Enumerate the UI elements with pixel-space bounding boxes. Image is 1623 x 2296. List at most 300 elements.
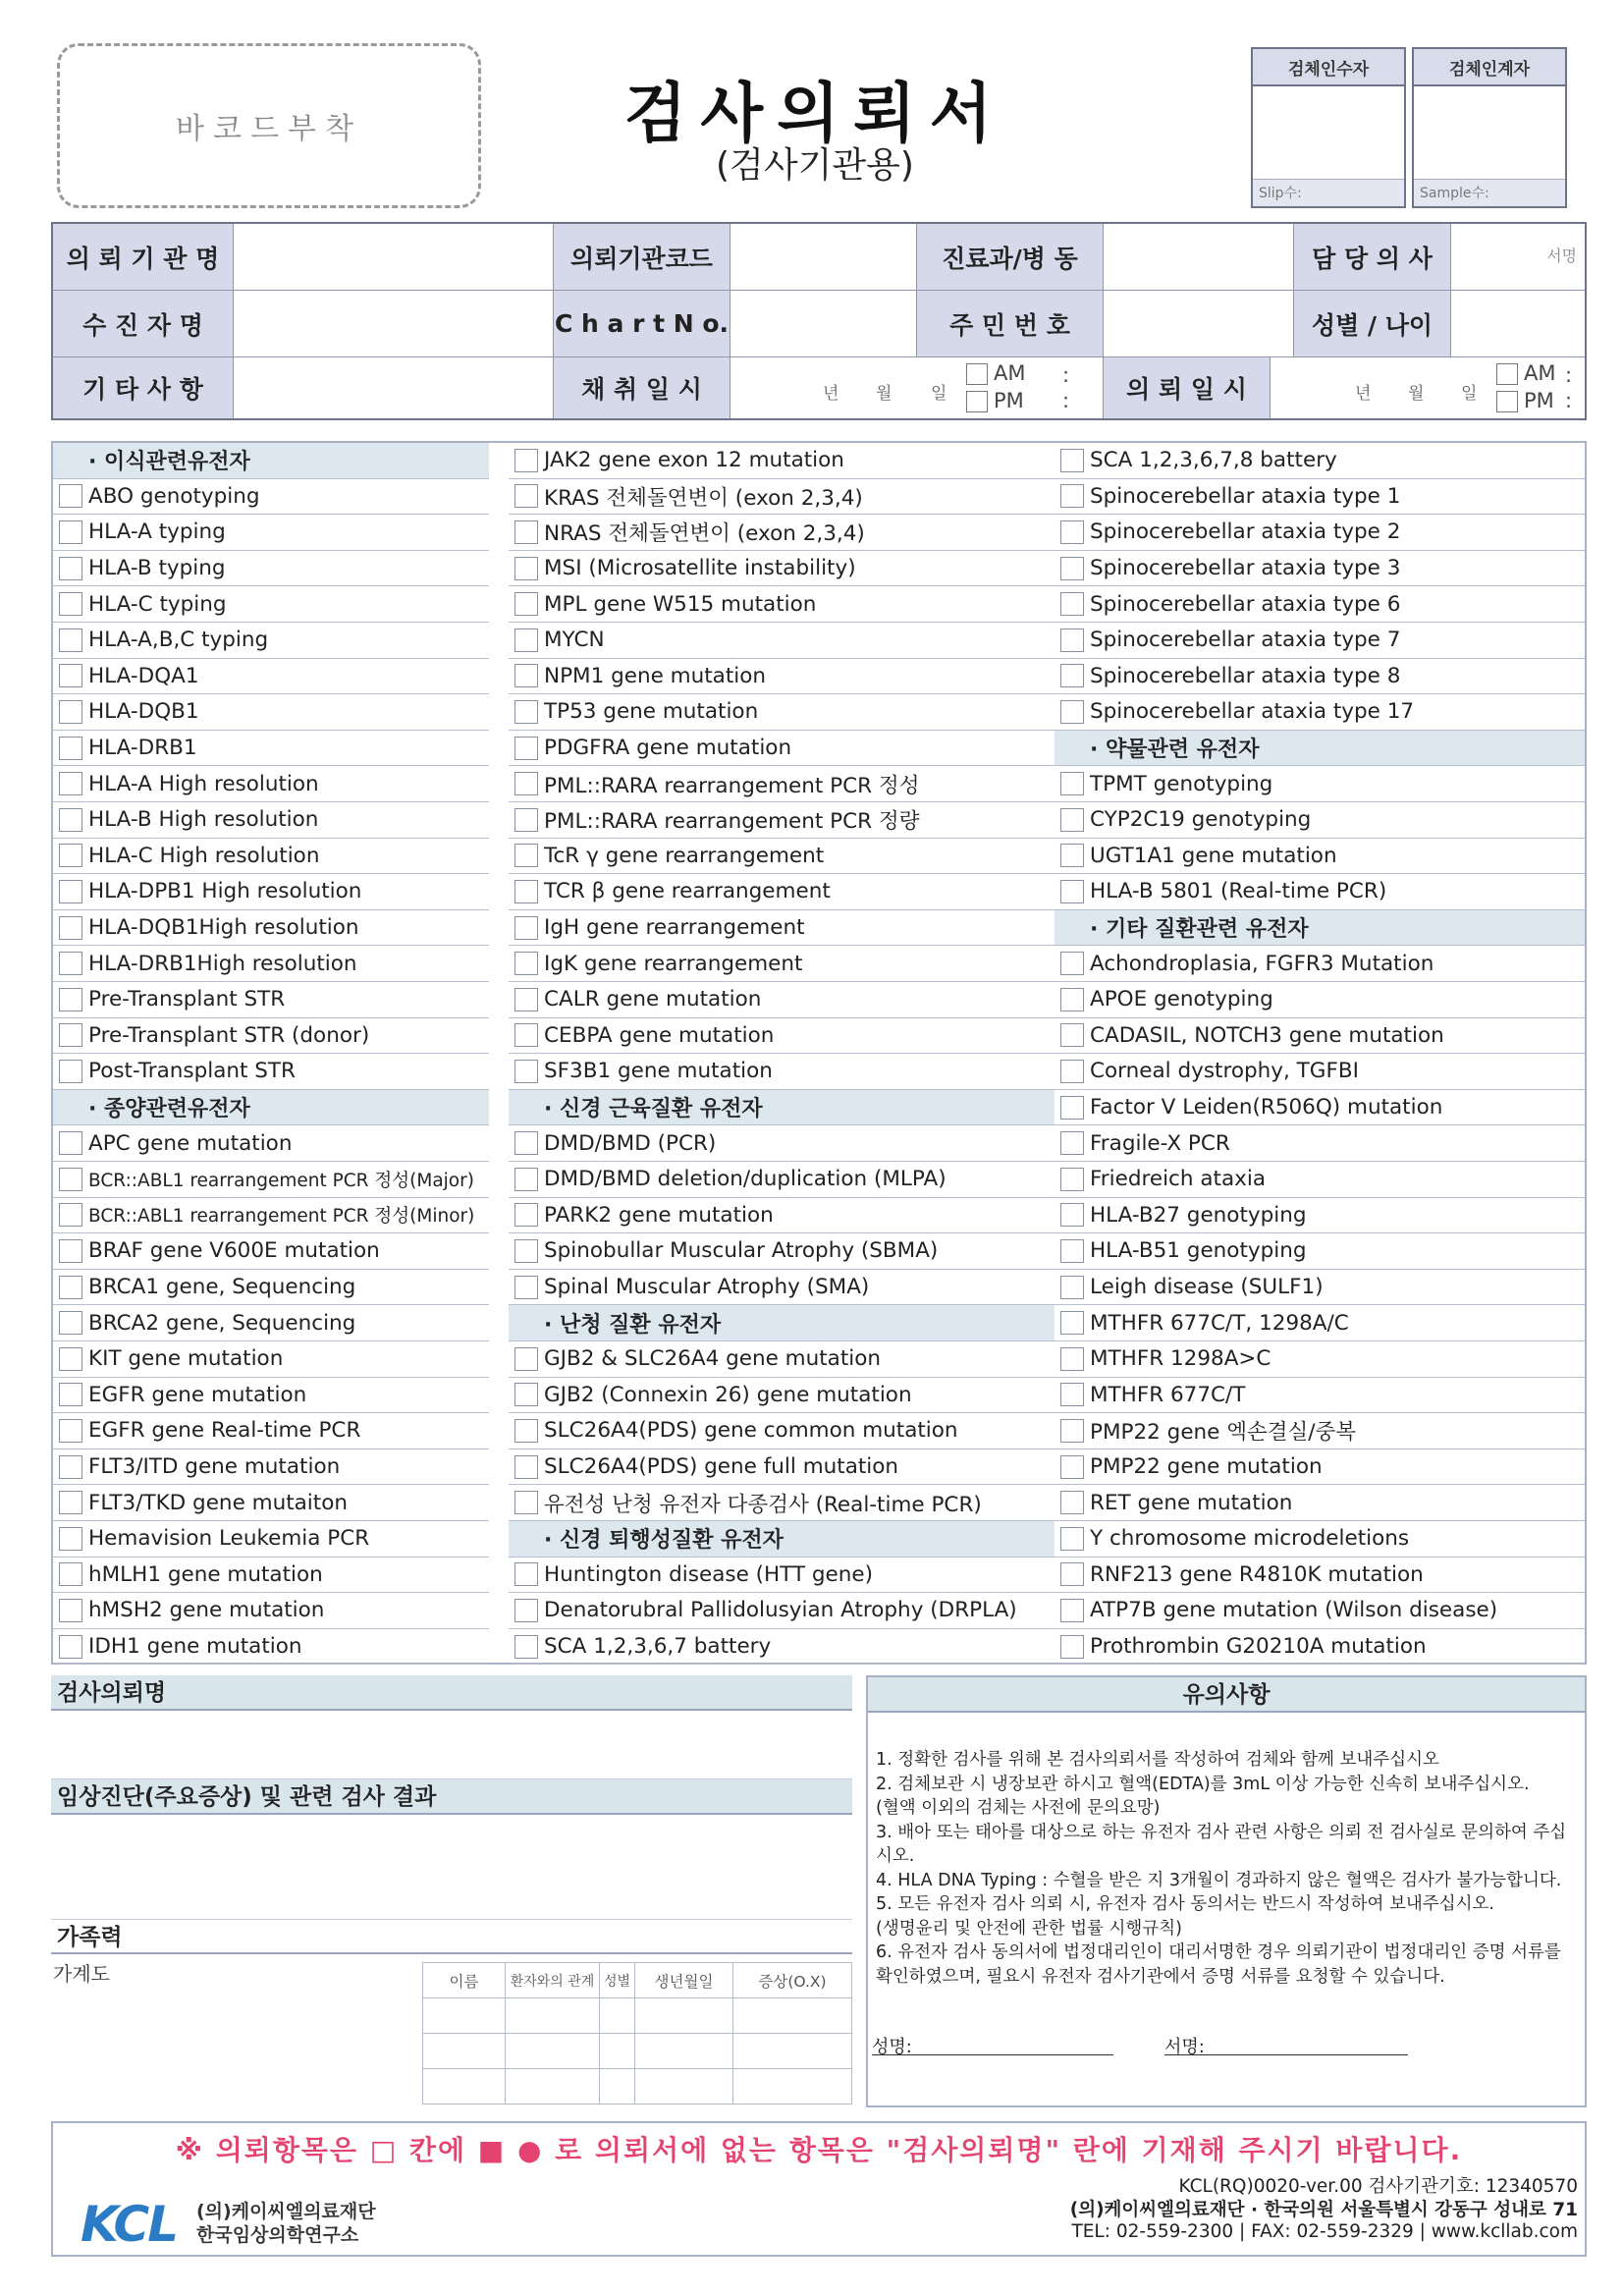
test-item[interactable] — [53, 1449, 489, 1486]
test-item[interactable] — [509, 766, 1055, 802]
test-item[interactable] — [1055, 1378, 1585, 1414]
test-label: Spinal Muscular Atrophy (SMA) — [544, 1275, 870, 1300]
request-details-panel — [51, 1675, 852, 2107]
collection-am-checkbox[interactable] — [966, 363, 988, 385]
test-item[interactable] — [53, 839, 489, 875]
test-label: NPM1 gene mutation — [544, 663, 767, 688]
test-item[interactable] — [53, 946, 489, 982]
test-item[interactable] — [509, 479, 1055, 516]
test-item[interactable] — [53, 1521, 489, 1558]
test-checkbox[interactable] — [59, 808, 82, 832]
test-item[interactable] — [53, 1593, 489, 1629]
test-checkbox[interactable] — [1060, 808, 1084, 832]
test-item[interactable] — [1055, 839, 1585, 875]
test-checkbox[interactable] — [1060, 1599, 1084, 1622]
test-item[interactable] — [53, 1233, 489, 1270]
test-checkbox[interactable] — [514, 1168, 538, 1191]
test-item[interactable] — [509, 1125, 1055, 1162]
fam-col-symptom: 증상(O.X) — [733, 1963, 852, 1998]
test-item[interactable] — [53, 1125, 489, 1162]
precautions-text — [868, 1713, 1585, 1989]
test-checkbox[interactable] — [1060, 988, 1084, 1011]
test-label: SLC26A4(PDS) gene full mutation — [544, 1454, 899, 1480]
test-checkbox[interactable] — [1060, 1239, 1084, 1263]
test-checkbox[interactable] — [59, 629, 82, 652]
test-item[interactable] — [1055, 1162, 1585, 1198]
test-checkbox[interactable] — [514, 1131, 538, 1155]
test-label: RET gene mutation — [1090, 1490, 1293, 1515]
test-item[interactable] — [53, 1054, 489, 1090]
chart-no-label: C h a r t N o. — [554, 291, 730, 357]
test-item[interactable] — [1055, 1485, 1585, 1521]
section-header — [509, 1521, 1055, 1558]
test-checkbox[interactable] — [59, 520, 82, 544]
test-item[interactable] — [1055, 1449, 1585, 1486]
test-item[interactable] — [509, 659, 1055, 695]
test-checkbox[interactable] — [514, 772, 538, 795]
test-checkbox[interactable] — [1060, 1491, 1084, 1514]
test-checkbox[interactable] — [59, 1060, 82, 1083]
resident-number-field[interactable] — [1104, 291, 1294, 357]
test-item[interactable] — [509, 586, 1055, 623]
test-checkbox[interactable] — [59, 952, 82, 975]
section-header — [1055, 910, 1585, 947]
test-item[interactable] — [509, 1270, 1055, 1306]
test-checkbox[interactable] — [514, 1383, 538, 1406]
pedigree-area[interactable] — [51, 1958, 422, 2107]
test-label: Y chromosome microdeletions — [1090, 1526, 1410, 1552]
test-checkbox[interactable] — [1060, 1347, 1084, 1371]
test-checkbox[interactable] — [1060, 1096, 1084, 1120]
test-item[interactable] — [1055, 1054, 1585, 1090]
test-item[interactable] — [1055, 766, 1585, 802]
test-checkbox[interactable] — [59, 592, 82, 616]
contact-info: TEL: 02-559-2300 | FAX: 02-559-2329 | www.kcllab.com — [1071, 2221, 1578, 2242]
test-request-name-field[interactable] — [51, 1711, 852, 1779]
test-item[interactable] — [1055, 586, 1585, 623]
precaution-line: (생명윤리 및 안전에 관한 법률 시행규칙) — [876, 1918, 1182, 1939]
test-checkbox[interactable] — [1060, 449, 1084, 472]
test-checkbox[interactable] — [1060, 1311, 1084, 1335]
test-checkbox[interactable] — [514, 1635, 538, 1659]
fam-col-relation: 환자와의 관계 — [506, 1963, 600, 1998]
test-checkbox[interactable] — [59, 1347, 82, 1371]
table-row[interactable] — [423, 1998, 852, 2034]
test-checkbox[interactable] — [514, 1203, 538, 1227]
fam-col-sex: 성별 — [600, 1963, 635, 1998]
test-checkbox[interactable] — [514, 592, 538, 616]
test-item[interactable] — [509, 1341, 1055, 1378]
year-label: 년 — [1355, 384, 1372, 404]
table-row[interactable] — [423, 2069, 852, 2105]
test-checkbox[interactable] — [1060, 1383, 1084, 1406]
test-item[interactable] — [1055, 1018, 1585, 1055]
test-checkbox[interactable] — [59, 916, 82, 940]
test-checkbox[interactable] — [59, 1276, 82, 1299]
test-label: GJB2 & SLC26A4 gene mutation — [544, 1346, 882, 1372]
test-label: HLA-B27 genotyping — [1090, 1202, 1307, 1228]
test-item[interactable] — [53, 586, 489, 623]
sex-age-label: 성별 / 나이 — [1294, 291, 1451, 357]
test-checkbox[interactable] — [514, 1239, 538, 1263]
page-title: 검사의뢰서 — [623, 76, 1006, 151]
test-item[interactable] — [53, 1485, 489, 1521]
test-checkbox[interactable] — [59, 700, 82, 724]
test-checkbox[interactable] — [1060, 1023, 1084, 1047]
test-checkbox[interactable] — [514, 629, 538, 652]
department-field[interactable] — [1104, 224, 1294, 291]
sex-age-field[interactable] — [1451, 291, 1585, 357]
test-checkbox[interactable] — [514, 880, 538, 903]
section-header — [1055, 731, 1585, 767]
test-item[interactable] — [53, 1270, 489, 1306]
test-item[interactable] — [53, 1198, 489, 1234]
test-item[interactable] — [1055, 982, 1585, 1018]
test-item[interactable] — [509, 1449, 1055, 1486]
test-item[interactable] — [53, 1629, 489, 1666]
test-label: IgK gene rearrangement — [544, 951, 803, 976]
test-checkbox[interactable] — [59, 1491, 82, 1514]
test-item[interactable] — [1055, 551, 1585, 587]
test-label: Denatorubral Pallidolusyian Atrophy (DRPLA) — [544, 1598, 1017, 1623]
precaution-line: 4. HLA DNA Typing : 수혈을 받은 지 3개월이 경과하지 않은 혈액은 검사가 불가능합니다. — [876, 1870, 1562, 1890]
test-item[interactable] — [509, 694, 1055, 731]
test-label: PDGFRA gene mutation — [544, 736, 792, 761]
test-item[interactable] — [509, 731, 1055, 767]
test-checkbox[interactable] — [1060, 700, 1084, 724]
test-checkbox[interactable] — [514, 700, 538, 724]
test-item[interactable] — [1055, 659, 1585, 695]
test-checkbox[interactable] — [1060, 1060, 1084, 1083]
test-checkbox[interactable] — [59, 1131, 82, 1155]
test-checkbox[interactable] — [1060, 880, 1084, 903]
test-item[interactable] — [509, 1162, 1055, 1198]
test-item[interactable] — [509, 515, 1055, 551]
time-colon: : — [1062, 363, 1070, 387]
test-checkbox[interactable] — [59, 772, 82, 795]
collection-pm-checkbox[interactable] — [966, 391, 988, 412]
test-checkbox[interactable] — [59, 557, 82, 580]
section-title: · 종양관련유전자 — [88, 1097, 250, 1122]
test-checkbox[interactable] — [514, 1347, 538, 1371]
test-label: SCA 1,2,3,6,7,8 battery — [1090, 448, 1337, 473]
test-label: ATP7B gene mutation (Wilson disease) — [1090, 1598, 1498, 1623]
test-label: BCR::ABL1 rearrangement PCR 정성(Minor) — [88, 1206, 475, 1228]
test-checkbox[interactable] — [514, 1276, 538, 1299]
test-item[interactable] — [53, 1558, 489, 1594]
test-checkbox[interactable] — [514, 449, 538, 472]
test-checkbox[interactable] — [59, 1635, 82, 1659]
other-notes-field[interactable] — [234, 357, 554, 418]
test-item[interactable] — [1055, 802, 1585, 839]
signature-line[interactable] — [1164, 2054, 1408, 2055]
test-item[interactable] — [509, 1485, 1055, 1521]
test-checkbox[interactable] — [59, 1455, 82, 1479]
test-label: APC gene mutation — [88, 1130, 293, 1156]
test-label: hMSH2 gene mutation — [88, 1598, 325, 1623]
test-item[interactable] — [1055, 1558, 1585, 1594]
test-label: BRAF gene V600E mutation — [88, 1238, 380, 1264]
precautions-panel — [866, 1675, 1587, 2107]
test-checkbox[interactable] — [514, 1562, 538, 1586]
test-label: Huntington disease (HTT gene) — [544, 1561, 874, 1587]
precaution-line: (혈액 이외의 검체는 사전에 문의요망) — [876, 1798, 1161, 1818]
test-checkbox[interactable] — [1060, 629, 1084, 652]
test-item[interactable] — [53, 1341, 489, 1378]
test-item[interactable] — [53, 731, 489, 767]
test-checkbox[interactable] — [1060, 1635, 1084, 1659]
test-checkbox[interactable] — [1060, 1419, 1084, 1443]
test-checkbox[interactable] — [59, 844, 82, 867]
test-item[interactable] — [53, 623, 489, 659]
test-item[interactable] — [509, 1018, 1055, 1055]
fam-col-birthdate: 생년월일 — [635, 1963, 733, 1998]
test-checkbox[interactable] — [59, 664, 82, 687]
test-item[interactable] — [509, 443, 1055, 479]
family-history-table — [422, 1962, 852, 2105]
test-item[interactable] — [1055, 946, 1585, 982]
test-checkbox[interactable] — [59, 737, 82, 760]
test-checkbox[interactable] — [514, 1023, 538, 1047]
test-item[interactable] — [509, 946, 1055, 982]
test-checkbox[interactable] — [1060, 1562, 1084, 1586]
test-item[interactable] — [53, 766, 489, 802]
test-label: TP53 gene mutation — [544, 699, 759, 725]
test-item[interactable] — [509, 839, 1055, 875]
test-item[interactable] — [509, 982, 1055, 1018]
test-label: HLA-DQA1 — [88, 663, 199, 688]
test-item[interactable] — [509, 1558, 1055, 1594]
physician-label: 담 당 의 사 — [1294, 224, 1451, 291]
resident-number-label: 주 민 번 호 — [917, 291, 1104, 357]
test-checkbox[interactable] — [514, 916, 538, 940]
request-info-table — [51, 222, 1587, 420]
test-item[interactable] — [53, 802, 489, 839]
test-checkbox[interactable] — [1060, 952, 1084, 975]
test-label: CADASIL, NOTCH3 gene mutation — [1090, 1022, 1444, 1048]
test-checkbox[interactable] — [59, 880, 82, 903]
test-label: FLT3/ITD gene mutation — [88, 1454, 341, 1480]
section-title: · 신경 퇴행성질환 유전자 — [544, 1528, 784, 1554]
specimen-handover-box[interactable] — [1412, 47, 1567, 208]
test-item[interactable] — [509, 1413, 1055, 1449]
chart-no-field[interactable] — [730, 291, 917, 357]
test-item[interactable] — [509, 1593, 1055, 1629]
name-sign-line[interactable] — [872, 2054, 1113, 2055]
time-colon: : — [1062, 389, 1070, 412]
test-label: Prothrombin G20210A mutation — [1090, 1634, 1427, 1660]
test-label: JAK2 gene exon 12 mutation — [544, 448, 844, 473]
test-checkbox[interactable] — [1060, 772, 1084, 795]
test-checkbox[interactable] — [1060, 557, 1084, 580]
test-item[interactable] — [509, 802, 1055, 839]
test-item[interactable] — [1055, 1629, 1585, 1666]
test-item[interactable] — [1055, 874, 1585, 910]
test-item[interactable] — [1055, 1521, 1585, 1558]
section-title: · 난청 질환 유전자 — [544, 1312, 722, 1338]
test-item[interactable] — [509, 1629, 1055, 1666]
org-name — [196, 2200, 376, 2247]
test-checkbox[interactable] — [59, 1419, 82, 1443]
test-checkbox[interactable] — [59, 1383, 82, 1406]
test-checkbox[interactable] — [514, 1060, 538, 1083]
test-item[interactable] — [53, 1413, 489, 1449]
test-label: ABO genotyping — [88, 483, 260, 509]
clinical-diagnosis-field[interactable] — [51, 1815, 852, 1919]
test-item[interactable] — [53, 910, 489, 947]
test-label: HLA-DRB1High resolution — [88, 951, 357, 976]
test-label: SF3B1 gene mutation — [544, 1059, 773, 1084]
test-item[interactable] — [53, 694, 489, 731]
test-item[interactable] — [1055, 1413, 1585, 1449]
test-checkbox[interactable] — [1060, 1203, 1084, 1227]
test-item[interactable] — [1055, 1305, 1585, 1341]
test-checkbox[interactable] — [1060, 844, 1084, 867]
test-checkbox[interactable] — [514, 1455, 538, 1479]
test-checkbox[interactable] — [514, 988, 538, 1011]
test-item[interactable] — [53, 1018, 489, 1055]
test-checkbox[interactable] — [514, 808, 538, 832]
test-item[interactable] — [53, 874, 489, 910]
test-label: Hemavision Leukemia PCR — [88, 1526, 370, 1552]
test-checkbox[interactable] — [514, 1491, 538, 1514]
institution-code-field[interactable] — [730, 224, 917, 291]
test-item[interactable] — [509, 1233, 1055, 1270]
test-item[interactable] — [53, 1162, 489, 1198]
test-item[interactable] — [53, 982, 489, 1018]
test-checkbox[interactable] — [514, 557, 538, 580]
test-item[interactable] — [1055, 694, 1585, 731]
test-item[interactable] — [53, 659, 489, 695]
test-checkbox[interactable] — [59, 484, 82, 508]
test-item[interactable] — [1055, 1090, 1585, 1126]
test-checkbox[interactable] — [59, 1239, 82, 1263]
test-label: Pre-Transplant STR (donor) — [88, 1022, 370, 1048]
specimen-receiver-box[interactable] — [1251, 47, 1406, 208]
test-checkbox[interactable] — [1060, 592, 1084, 616]
day-label: 일 — [1461, 384, 1478, 404]
test-item[interactable] — [509, 623, 1055, 659]
test-label: MTHFR 1298A>C — [1090, 1346, 1271, 1372]
test-item[interactable] — [53, 1305, 489, 1341]
test-item[interactable] — [1055, 479, 1585, 516]
test-label: SLC26A4(PDS) gene common mutation — [544, 1418, 958, 1444]
request-datetime-field[interactable] — [1271, 357, 1585, 418]
precaution-line: 2. 검체보관 시 냉장보관 하시고 혈액(EDTA)를 3mL 이상 가능한 신속히 보내주십시오. — [876, 1774, 1530, 1794]
test-label: Post-Transplant STR — [88, 1059, 296, 1084]
test-item[interactable] — [1055, 1125, 1585, 1162]
request-pm-checkbox[interactable] — [1496, 391, 1518, 412]
test-item[interactable] — [509, 1378, 1055, 1414]
org-name-line2: 한국임상의학연구소 — [196, 2224, 359, 2246]
test-checkbox[interactable] — [1060, 484, 1084, 508]
section-header — [53, 443, 489, 479]
test-checkbox[interactable] — [514, 484, 538, 508]
test-item[interactable] — [1055, 623, 1585, 659]
test-item[interactable] — [53, 515, 489, 551]
requesting-institution-field[interactable] — [234, 224, 554, 291]
test-checkbox[interactable] — [514, 520, 538, 544]
test-item[interactable] — [1055, 443, 1585, 479]
test-label: Achondroplasia, FGFR3 Mutation — [1090, 951, 1434, 976]
precaution-line: 5. 모든 유전자 검사 의뢰 시, 유전자 검사 동의서는 반드시 작성하여 보내주십시오. — [876, 1894, 1494, 1914]
name-sign-label: 성명: — [872, 2037, 912, 2057]
test-checkbox[interactable] — [514, 664, 538, 687]
precaution-line: 6. 유전자 검사 동의서에 법정대리인이 대리서명한 경우 의뢰기관이 법정대리인 증명 서류를 — [876, 1942, 1561, 1962]
test-checkbox[interactable] — [59, 1203, 82, 1227]
test-checkbox[interactable] — [1060, 1527, 1084, 1551]
pedigree-label: 가계도 — [53, 1962, 110, 1986]
test-item[interactable] — [1055, 1270, 1585, 1306]
test-label: IgH gene rearrangement — [544, 915, 805, 941]
physician-field[interactable] — [1451, 224, 1585, 291]
test-checkbox[interactable] — [59, 1168, 82, 1191]
test-item[interactable] — [509, 551, 1055, 587]
test-item[interactable] — [1055, 1341, 1585, 1378]
test-label: Factor V Leiden(R506Q) mutation — [1090, 1095, 1443, 1121]
request-am-label: AM — [1524, 361, 1556, 385]
test-checkbox[interactable] — [1060, 1455, 1084, 1479]
test-checkbox[interactable] — [59, 1023, 82, 1047]
test-label: Spinocerebellar ataxia type 2 — [1090, 519, 1401, 545]
test-label: HLA-DQB1High resolution — [88, 915, 359, 941]
test-item[interactable] — [53, 479, 489, 516]
test-checkbox[interactable] — [514, 737, 538, 760]
test-item[interactable] — [1055, 1233, 1585, 1270]
clinical-diagnosis-header: 임상진단(주요증상) 및 관련 검사 결과 — [51, 1779, 852, 1815]
test-checkbox[interactable] — [1060, 664, 1084, 687]
test-item[interactable] — [509, 1198, 1055, 1234]
test-item[interactable] — [1055, 1593, 1585, 1629]
collection-datetime-field[interactable] — [730, 357, 1104, 418]
test-label: Spinocerebellar ataxia type 3 — [1090, 556, 1401, 581]
test-checkbox[interactable] — [59, 1527, 82, 1551]
test-checkbox[interactable] — [514, 1599, 538, 1622]
test-item[interactable] — [53, 1378, 489, 1414]
test-checkbox[interactable] — [514, 844, 538, 867]
request-am-checkbox[interactable] — [1496, 363, 1518, 385]
test-item[interactable] — [1055, 515, 1585, 551]
patient-name-field[interactable] — [234, 291, 554, 357]
test-label: HLA-A High resolution — [88, 771, 319, 796]
test-checkbox[interactable] — [1060, 1276, 1084, 1299]
patient-name-label: 수 진 자 명 — [53, 291, 234, 357]
collection-pm-label: PM — [994, 389, 1024, 412]
test-checkbox[interactable] — [1060, 1168, 1084, 1191]
test-checkbox[interactable] — [1060, 520, 1084, 544]
test-item[interactable] — [509, 874, 1055, 910]
test-label: MTHFR 677C/T — [1090, 1382, 1246, 1407]
test-label: HLA-DQB1 — [88, 699, 199, 725]
signature-hint: 서명 — [1546, 246, 1577, 265]
test-item[interactable] — [509, 910, 1055, 947]
department-label: 진료과/병 동 — [917, 224, 1104, 291]
test-item[interactable] — [1055, 1198, 1585, 1234]
precaution-line: 1. 정확한 검사를 위해 본 검사의뢰서를 작성하여 검체와 함께 보내주십시오 — [876, 1750, 1439, 1770]
test-checkbox[interactable] — [59, 1562, 82, 1586]
test-checkbox[interactable] — [514, 952, 538, 975]
test-item[interactable] — [509, 1054, 1055, 1090]
test-checkbox[interactable] — [59, 988, 82, 1011]
table-row[interactable] — [423, 2034, 852, 2069]
test-checkbox[interactable] — [514, 1419, 538, 1443]
institution-code-label: 의뢰기관코드 — [554, 224, 730, 291]
test-checkbox[interactable] — [1060, 1131, 1084, 1155]
test-item[interactable] — [53, 551, 489, 587]
test-label: HLA-C typing — [88, 591, 227, 617]
test-checkbox[interactable] — [59, 1311, 82, 1335]
test-checkbox[interactable] — [59, 1599, 82, 1622]
